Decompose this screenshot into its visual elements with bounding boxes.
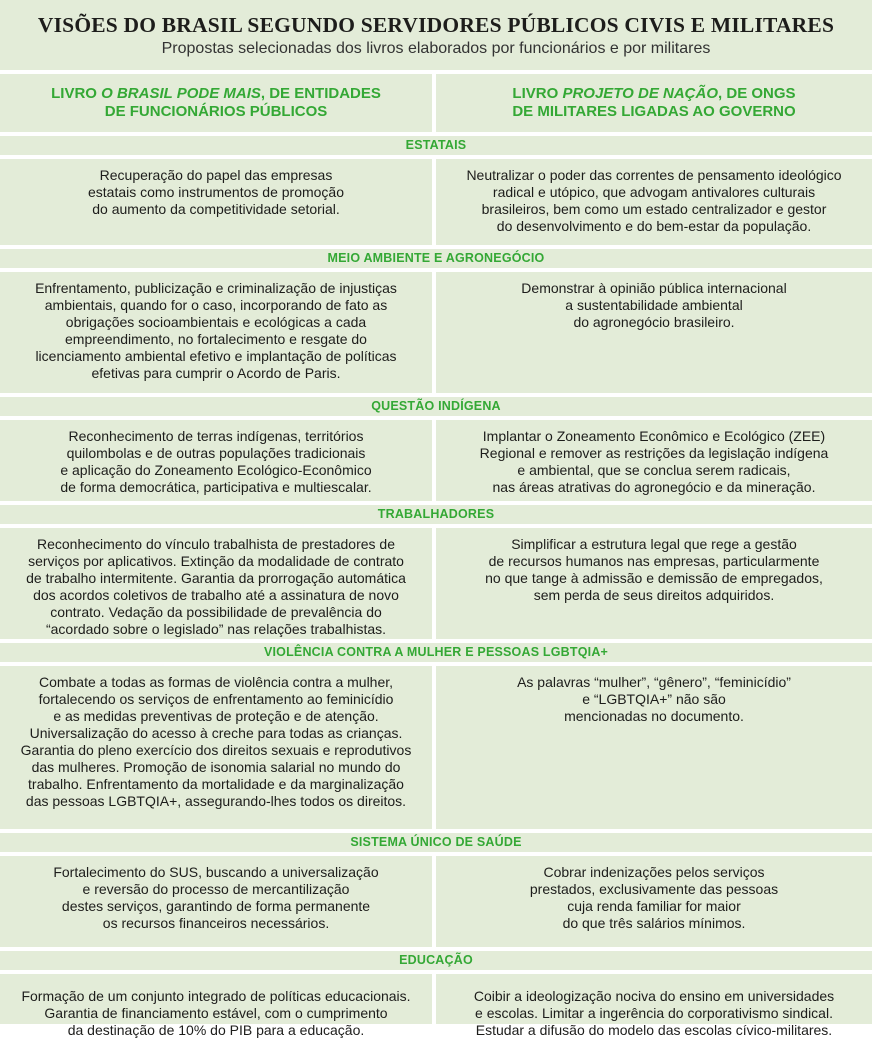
left-proposal-cell	[0, 974, 432, 1044]
left-proposal-cell	[0, 666, 432, 829]
section-title: QUESTÃO INDÍGENA	[371, 399, 501, 413]
text-line: Formação de um conjunto integrado de políticas educacionais.	[21, 988, 411, 1004]
section-title: VIOLÊNCIA CONTRA A MULHER E PESSOAS LGBTQIA+	[263, 645, 609, 659]
text-line: ambientais, quando for o caso, incorporando de fato as	[44, 297, 388, 313]
section-title: ESTATAIS	[405, 138, 467, 152]
left-column-header	[0, 74, 432, 132]
left-proposal-cell	[0, 272, 432, 393]
sections-list	[0, 136, 872, 1044]
text-line: de recursos humanos nas empresas, particularmente	[488, 553, 820, 569]
text-line: Simplificar a estrutura legal que rege a gestão	[511, 536, 797, 552]
section-title: EDUCAÇÃO	[399, 953, 473, 967]
text-line: Universalização do acesso à creche para todas as crianças.	[29, 725, 403, 741]
text-line: de forma democrática, participativa e multiescalar.	[60, 479, 372, 495]
text-line: Neutralizar o poder das correntes de pensamento ideológico	[466, 167, 842, 183]
text-line: quilombolas e de outras populações tradicionais	[66, 445, 366, 461]
text-line: de trabalho intermitente. Garantia da prorrogação automática	[26, 570, 406, 586]
text-line: Recuperação do papel das empresas	[99, 167, 333, 183]
text-line: Estudar a difusão do modelo das escolas cívico-militares.	[475, 1022, 833, 1038]
text-line: Cobrar indenizações pelos serviços	[543, 864, 765, 880]
left-proposal-cell	[0, 159, 432, 245]
section-row	[0, 420, 872, 501]
text-line: cuja renda familiar for maior	[567, 898, 741, 914]
section-row	[0, 272, 872, 393]
text-line: As palavras “mulher”, “gênero”, “feminicídio”	[517, 674, 791, 690]
text-line: estatais como instrumentos de promoção	[87, 184, 344, 200]
left-proposal-cell	[0, 856, 432, 947]
section-row	[0, 666, 872, 829]
text-line: Fortalecimento do SUS, buscando a universalização	[53, 864, 379, 880]
section-title: MEIO AMBIENTE E AGRONEGÓCIO	[327, 251, 545, 265]
text-line: e “LGBTQIA+” não são	[582, 691, 726, 707]
section-title: SISTEMA ÚNICO DE SAÚDE	[350, 835, 522, 849]
text-line: licenciamento ambiental efetivo e implantação de políticas	[35, 348, 397, 364]
text-line: dos acordos coletivos de trabalho até a assinatura de novo	[33, 587, 399, 603]
text-line: contrato. Vedação da possibilidade de prevalência do	[50, 604, 382, 620]
column-headers	[0, 74, 872, 132]
text-line: sem perda de seus direitos adquiridos.	[533, 587, 775, 603]
page-title: VISÕES DO BRASIL SEGUNDO SERVIDORES PÚBLICOS CIVIS E MILITARES	[37, 13, 835, 37]
text-line: Garantia do pleno exercício dos direitos sexuais e reprodutivos	[20, 742, 412, 758]
left-proposal-cell	[0, 528, 432, 639]
section-title: TRABALHADORES	[377, 507, 495, 521]
section-row	[0, 856, 872, 947]
text-line: e aplicação do Zoneamento Ecológico-Econômico	[60, 462, 372, 478]
right-header-line2: DE MILITARES LIGADAS AO GOVERNO	[512, 103, 796, 120]
text-line: do agronegócio brasileiro.	[573, 314, 735, 330]
section-row	[0, 974, 872, 1044]
text-line: prestados, exclusivamente das pessoas	[529, 881, 779, 897]
right-proposal-cell	[436, 856, 872, 947]
text-line: e ambiental, que se conclua serem radicais,	[517, 462, 791, 478]
text-line: brasileiros, bem como um estado centralizador e gestor	[481, 201, 827, 217]
text-line: empreendimento, no fortalecimento e resgate do	[65, 331, 367, 347]
left-proposal-cell	[0, 420, 432, 501]
text-line: Regional e remover as restrições da legislação indígena	[479, 445, 829, 461]
right-column-header	[436, 74, 872, 132]
right-proposal-cell	[436, 528, 872, 639]
text-line: mencionadas no documento.	[564, 708, 744, 724]
text-line: trabalho. Enfrentamento da mortalidade e da marginalização	[28, 776, 404, 792]
text-line: do desenvolvimento e do bem-estar da população.	[496, 218, 812, 234]
section-row	[0, 159, 872, 245]
text-line: e escolas. Limitar a ingerência do corporativismo sindical.	[475, 1005, 833, 1021]
text-line: Demonstrar à opinião pública internacional	[521, 280, 787, 296]
text-line: das mulheres. Promoção de isonomia salarial no mundo do	[31, 759, 401, 775]
text-line: obrigações socioambientais e ecológicas a cada	[65, 314, 367, 330]
text-line: e as medidas preventivas de proteção e de atenção.	[53, 708, 379, 724]
page-subtitle: Propostas selecionadas dos livros elaborados por funcionários e por militares	[161, 40, 711, 57]
right-proposal-cell	[436, 272, 872, 393]
text-line: Coibir a ideologização nociva do ensino em universidades	[473, 988, 835, 1004]
text-line: Combate a todas as formas de violência contra a mulher,	[38, 674, 394, 690]
text-line: Reconhecimento do vínculo trabalhista de prestadores de	[37, 536, 395, 552]
text-line: Reconhecimento de terras indígenas, territórios	[68, 428, 364, 444]
right-proposal-cell	[436, 159, 872, 245]
text-line: e reversão do processo de mercantilização	[82, 881, 350, 897]
right-header-line1: LIVRO PROJETO DE NAÇÃO, DE ONGS	[512, 85, 796, 102]
right-proposal-cell	[436, 974, 872, 1044]
left-header-line1: LIVRO O BRASIL PODE MAIS, DE ENTIDADES	[51, 85, 381, 102]
left-header-line2: DE FUNCIONÁRIOS PÚBLICOS	[104, 103, 328, 120]
text-line: da destinação de 10% do PIB para a educação.	[67, 1022, 365, 1038]
text-line: do aumento da competitividade setorial.	[92, 201, 340, 217]
text-line: efetivas para cumprir o Acordo de Paris.	[91, 365, 341, 381]
text-line: Implantar o Zoneamento Econômico e Ecológico (ZEE)	[482, 428, 826, 444]
text-line: os recursos financeiros necessários.	[102, 915, 330, 931]
right-proposal-cell	[436, 666, 872, 829]
text-line: radical e utópico, que advogam antivalores culturais	[492, 184, 816, 200]
text-line: fortalecendo os serviços de enfrentamento ao feminicídio	[38, 691, 394, 707]
text-line: Garantia de financiamento estável, com o cumprimento	[44, 1005, 388, 1021]
text-line: das pessoas LGBTQIA+, assegurando-lhes todos os direitos.	[25, 793, 407, 809]
text-line: do que três salários mínimos.	[562, 915, 746, 931]
text-line: serviços por aplicativos. Extinção da modalidade de contrato	[28, 553, 404, 569]
text-line: a sustentabilidade ambiental	[565, 297, 743, 313]
right-proposal-cell	[436, 420, 872, 501]
text-line: nas áreas atrativas do agronegócio e da mineração.	[492, 479, 816, 495]
header	[0, 0, 872, 70]
text-line: destes serviços, garantindo de forma permanente	[61, 898, 371, 914]
text-line: no que tange à admissão e demissão de empregados,	[485, 570, 823, 586]
text-line: Enfrentamento, publicização e criminalização de injustiças	[35, 280, 397, 296]
text-line: “acordado sobre o legislado” nas relações trabalhistas.	[45, 621, 387, 637]
section-row	[0, 528, 872, 639]
